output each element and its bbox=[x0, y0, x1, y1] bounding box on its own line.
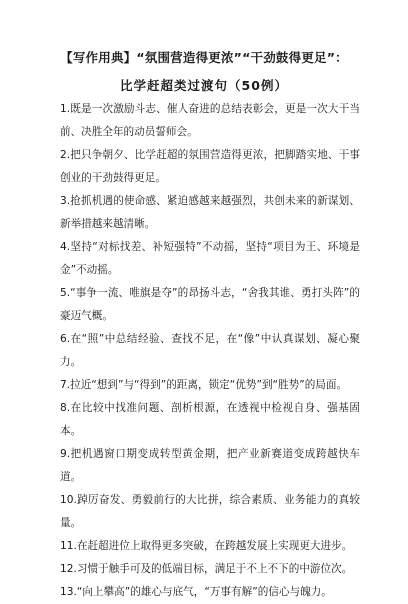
list-item: 4.坚持“对标找差、补短强特”不动摇，坚持“项目为王、环境是金”不动摇。 bbox=[60, 241, 360, 276]
list-item: 11.在赶超进位上取得更多突破，在跨越发展上实现更大进步。 bbox=[60, 540, 353, 552]
sentence-list bbox=[60, 98, 360, 604]
list-item: 9.把机遇窗口期变成转型黄金期，把产业新赛道变成跨越快车道。 bbox=[60, 448, 360, 483]
document-subtitle: 比学赶超类过渡句（50例） bbox=[120, 78, 288, 93]
list-item: 2.把只争朝夕、比学赶超的氛围营造得更浓，把脚踏实地、干事创业的干劲鼓得更足。 bbox=[60, 149, 360, 184]
document-title: 【写作用典】“氛围营造得更浓”“干劲鼓得更足”： bbox=[60, 50, 348, 65]
list-item: 10.踔厉奋发、勇毅前行的大比拼，综合素质、业务能力的真较量。 bbox=[60, 494, 360, 529]
list-item: 12.习惯于触手可及的低端目标，满足于不上不下的中游位次。 bbox=[60, 563, 353, 575]
list-item: 1.既是一次激励斗志、催人奋进的总结表彰会，更是一次大干当前、决胜全年的动员誓师会。 bbox=[60, 103, 360, 138]
list-item: 3.抢抓机遇的使命感、紧迫感越来越强烈，共创未来的新谋划、新举措越来越清晰。 bbox=[60, 195, 360, 230]
list-item: 8.在比较中找准问题、剖析根源，在透视中检视自身、强基固本。 bbox=[60, 402, 360, 437]
list-item: 7.拉近“想到”与“得到”的距离，锁定“优势”到“胜势”的局面。 bbox=[60, 379, 348, 391]
list-item: 13.“向上攀高”的雄心与底气，“万事有解”的信心与魄力。 bbox=[60, 586, 332, 598]
list-item: 6.在“照”中总结经验、查找不足，在“像”中认真谋划、凝心聚力。 bbox=[60, 333, 360, 368]
list-item: 5.“事争一流、唯旗是夺”的昂扬斗志，“舍我其谁、勇打头阵”的豪迈气概。 bbox=[60, 287, 360, 322]
